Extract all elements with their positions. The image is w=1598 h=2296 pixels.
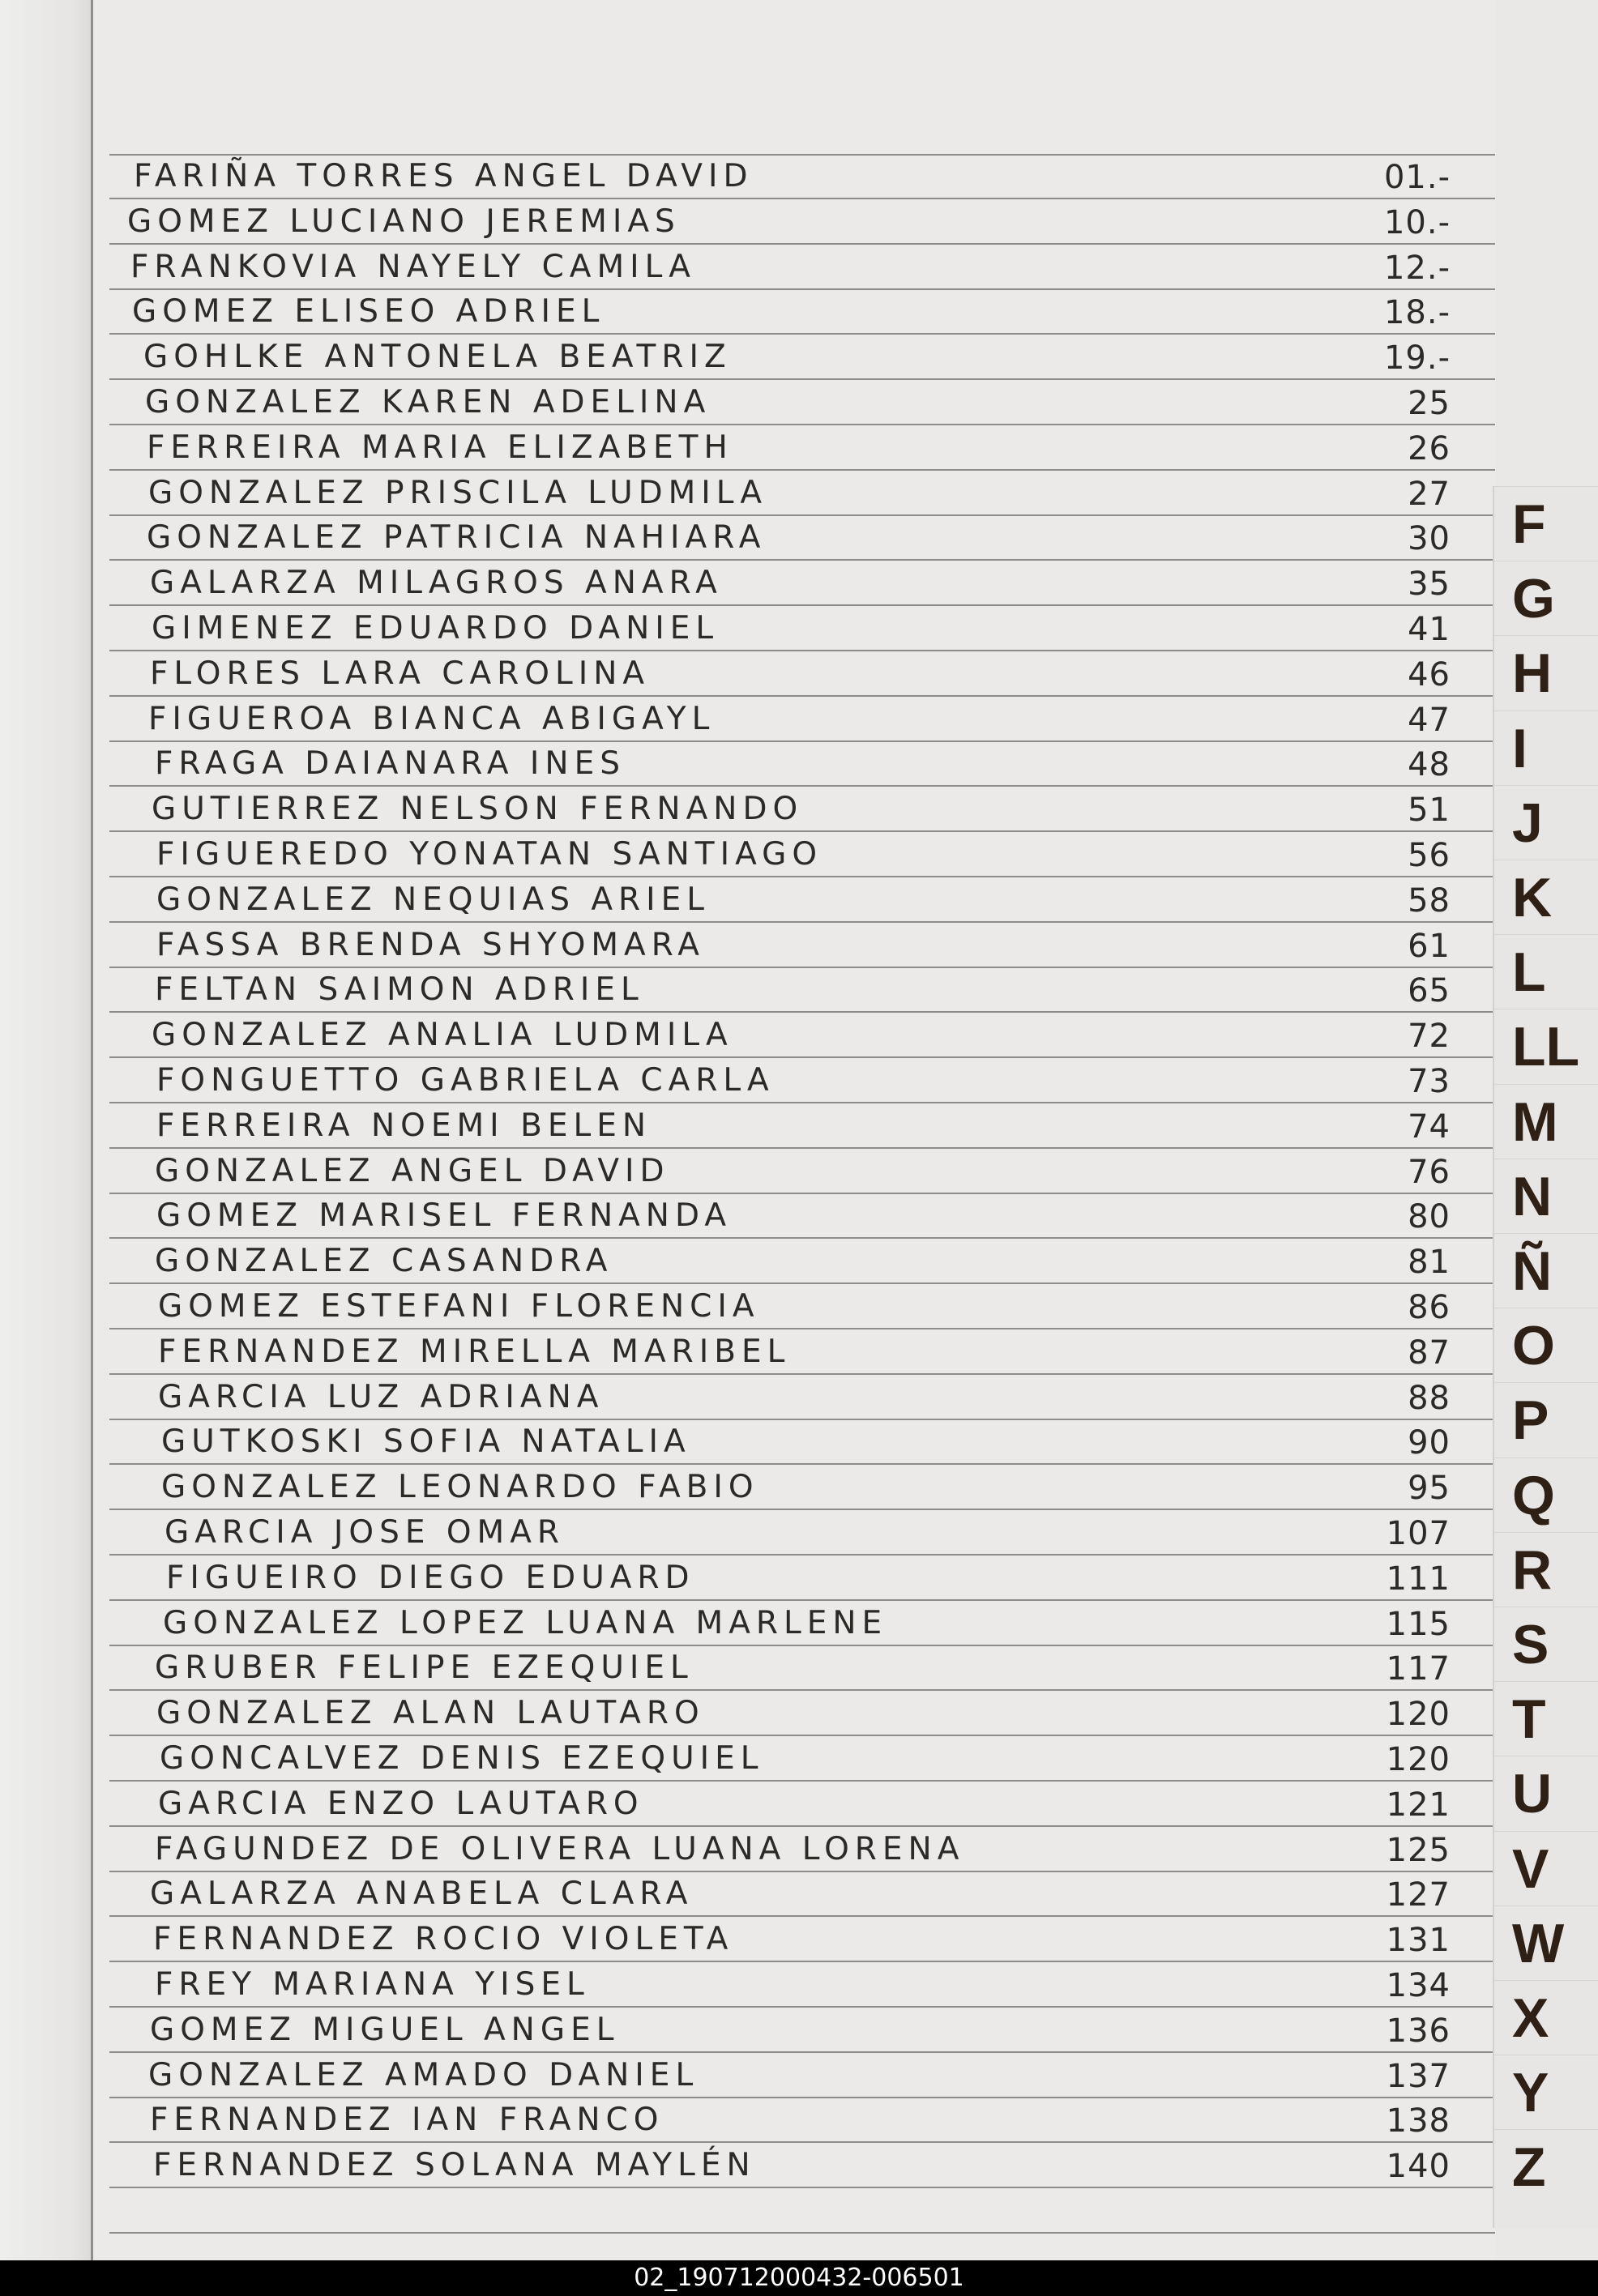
entry-number: 140 xyxy=(1386,2148,1451,2186)
ledger-row xyxy=(109,741,1495,787)
student-name: GOMEZ LUCIANO JEREMIAS xyxy=(127,203,681,240)
index-tab-letter: Ñ xyxy=(1512,1240,1553,1302)
ledger-row xyxy=(109,1465,1495,1510)
student-name: FERNANDEZ MIRELLA MARIBEL xyxy=(158,1333,791,1370)
index-tab-letter: X xyxy=(1512,1987,1549,2049)
index-tab[interactable] xyxy=(1494,1382,1598,1457)
student-name: GONZALEZ KAREN ADELINA xyxy=(145,384,711,420)
ledger-row xyxy=(109,471,1495,516)
index-tab-letter: H xyxy=(1512,642,1553,705)
entry-number: 131 xyxy=(1386,1922,1451,1960)
ledger-row xyxy=(109,2143,1495,2188)
student-name: GIMENEZ EDUARDO DANIEL xyxy=(152,610,720,647)
index-tab[interactable] xyxy=(1494,785,1598,860)
empty-ruled-row xyxy=(109,2188,1495,2234)
scan-margin xyxy=(0,0,91,2260)
index-tab-letter: I xyxy=(1512,717,1528,779)
ledger-row xyxy=(109,1645,1495,1691)
entry-number: 90 xyxy=(1408,1424,1451,1462)
student-name: FIGUEIRO DIEGO EDUARD xyxy=(166,1559,695,1596)
student-name: GALARZA ANABELA CLARA xyxy=(150,1876,694,1913)
student-name: FERNANDEZ SOLANA MAYLÉN xyxy=(153,2147,756,2184)
index-tab[interactable] xyxy=(1494,1308,1598,1383)
index-tab[interactable] xyxy=(1494,1532,1598,1607)
student-name: FERNANDEZ ROCIO VIOLETA xyxy=(153,1921,734,1958)
index-tab-letter: W xyxy=(1512,1912,1565,1974)
index-tab[interactable] xyxy=(1494,1980,1598,2055)
student-name: GONZALEZ AMADO DANIEL xyxy=(148,2056,699,2093)
index-tab[interactable] xyxy=(1494,1009,1598,1084)
ledger-page xyxy=(91,0,1495,2260)
student-name: GONZALEZ ALAN LAUTARO xyxy=(156,1695,705,1732)
student-name: GUTIERREZ NELSON FERNANDO xyxy=(152,791,804,828)
ledger-row xyxy=(109,606,1495,651)
student-name: GONZALEZ LEONARDO FABIO xyxy=(161,1469,759,1506)
student-name: GARCIA LUZ ADRIANA xyxy=(158,1378,605,1415)
index-tab-letter: R xyxy=(1512,1538,1553,1601)
entry-number: 41 xyxy=(1408,611,1451,648)
entry-number: 88 xyxy=(1408,1379,1451,1417)
ledger-row xyxy=(109,1375,1495,1420)
student-name: FRANKOVIA NAYELY CAMILA xyxy=(130,248,696,285)
student-name: GOHLKE ANTONELA BEATRIZ xyxy=(143,339,732,376)
entry-number: 47 xyxy=(1408,701,1451,739)
index-tab-letter: U xyxy=(1512,1763,1553,1825)
student-name: FAGUNDEZ DE OLIVERA LUANA LORENA xyxy=(155,1830,965,1867)
ledger-row xyxy=(109,1284,1495,1329)
ledger-row xyxy=(109,1510,1495,1556)
index-tab-letter: O xyxy=(1512,1315,1555,1377)
entry-number: 56 xyxy=(1408,837,1451,874)
entry-number: 01.- xyxy=(1383,159,1451,196)
entry-number: 127 xyxy=(1386,1876,1451,1914)
entry-number: 30 xyxy=(1408,520,1451,558)
index-tab-letter: S xyxy=(1512,1614,1549,1675)
index-tab[interactable] xyxy=(1494,1159,1598,1234)
student-name: FIGUEROA BIANCA ABIGAYL xyxy=(148,700,716,737)
ledger-row xyxy=(109,1736,1495,1782)
ledger-row xyxy=(109,1601,1495,1646)
entry-number: 121 xyxy=(1386,1786,1451,1824)
entry-number: 111 xyxy=(1386,1560,1451,1598)
entry-number: 10.- xyxy=(1383,203,1451,241)
student-name: GALARZA MILAGROS ANARA xyxy=(150,565,723,602)
entry-number: 74 xyxy=(1408,1107,1451,1146)
entry-number: 107 xyxy=(1386,1515,1451,1552)
index-tab-letter: J xyxy=(1512,792,1543,854)
entry-number: 72 xyxy=(1408,1018,1451,1056)
ledger-row xyxy=(109,1329,1495,1375)
ledger-row xyxy=(109,1239,1495,1284)
entry-number: 134 xyxy=(1386,1967,1451,2004)
entry-number: 136 xyxy=(1386,2012,1451,2050)
ledger-row xyxy=(109,561,1495,606)
index-tab[interactable] xyxy=(1494,1681,1598,1756)
student-name: GARCIA ENZO LAUTARO xyxy=(158,1785,644,1822)
student-name: FARIÑA TORRES ANGEL DAVID xyxy=(134,158,754,194)
student-name: GOMEZ MIGUEL ANGEL xyxy=(150,2011,620,2048)
student-name: FASSA BRENDA SHYOMARA xyxy=(156,926,705,963)
entry-number: 65 xyxy=(1408,972,1451,1010)
entry-number: 117 xyxy=(1386,1650,1451,1688)
ledger-row xyxy=(109,787,1495,832)
index-tab[interactable] xyxy=(1494,1084,1598,1159)
student-name: GRUBER FELIPE EZEQUIEL xyxy=(155,1649,694,1687)
index-tab-letter: V xyxy=(1512,1837,1549,1900)
student-name: FIGUEREDO YONATAN SANTIAGO xyxy=(156,836,823,873)
student-name: GOMEZ ELISEO ADRIEL xyxy=(132,293,605,331)
student-name: GONZALEZ LOPEZ LUANA MARLENE xyxy=(163,1604,888,1641)
ledger-row xyxy=(109,2053,1495,2098)
index-tab-letter: F xyxy=(1512,493,1546,555)
entry-number: 48 xyxy=(1408,746,1451,784)
ledger-row xyxy=(109,1193,1495,1239)
ledger-row xyxy=(109,1013,1495,1058)
entry-number: 26 xyxy=(1408,429,1451,467)
entry-number: 27 xyxy=(1408,475,1451,513)
entry-number: 81 xyxy=(1408,1244,1451,1282)
entry-number: 137 xyxy=(1386,2057,1451,2095)
index-tab[interactable] xyxy=(1494,2055,1598,2130)
index-tab[interactable] xyxy=(1494,1906,1598,1981)
ledger-row xyxy=(109,2008,1495,2053)
index-tab[interactable] xyxy=(1494,486,1598,561)
ledger-row xyxy=(109,1556,1495,1601)
index-tab-letter: K xyxy=(1512,867,1553,928)
entry-number: 80 xyxy=(1408,1198,1451,1236)
ledger-row xyxy=(109,1871,1495,1917)
entry-number: 46 xyxy=(1408,655,1451,693)
entry-number: 86 xyxy=(1408,1289,1451,1326)
index-tab[interactable] xyxy=(1494,1233,1598,1308)
entry-number: 120 xyxy=(1386,1741,1451,1778)
index-tab-letter: P xyxy=(1512,1389,1549,1452)
ledger-row xyxy=(109,832,1495,877)
index-tab-letter: L xyxy=(1512,941,1546,1004)
student-name: FERREIRA NOEMI BELEN xyxy=(156,1107,652,1144)
alphabet-index-tabs xyxy=(1493,486,1598,2228)
student-name: GONZALEZ PATRICIA NAHIARA xyxy=(147,519,767,557)
index-tab[interactable] xyxy=(1494,561,1598,636)
ledger-row xyxy=(109,289,1495,335)
ledger-row xyxy=(109,967,1495,1013)
entry-number: 73 xyxy=(1408,1063,1451,1100)
student-name: GOMEZ MARISEL FERNANDA xyxy=(156,1197,732,1235)
index-tab-letter: LL xyxy=(1512,1016,1580,1078)
entry-number: 19.- xyxy=(1383,339,1451,378)
index-tab-letter: M xyxy=(1512,1090,1558,1153)
index-tab-letter: Y xyxy=(1512,2062,1549,2124)
student-name: GUTKOSKI SOFIA NATALIA xyxy=(161,1423,691,1461)
ledger-row xyxy=(109,1058,1495,1103)
ledger-row xyxy=(109,425,1495,471)
ledger-row xyxy=(109,380,1495,425)
entry-number: 76 xyxy=(1408,1153,1451,1191)
student-name: FERNANDEZ IAN FRANCO xyxy=(150,2102,664,2139)
entry-number: 87 xyxy=(1408,1334,1451,1372)
student-name: GONZALEZ NEQUIAS ARIEL xyxy=(156,881,711,918)
entry-number: 125 xyxy=(1386,1831,1451,1869)
ledger-row xyxy=(109,1149,1495,1194)
student-name: FELTAN SAIMON ADRIEL xyxy=(155,971,644,1009)
ledger-row xyxy=(109,1419,1495,1465)
index-tab[interactable] xyxy=(1494,2129,1598,2204)
index-tab[interactable] xyxy=(1494,635,1598,711)
index-tab[interactable] xyxy=(1494,1457,1598,1533)
entry-number: 51 xyxy=(1408,792,1451,830)
index-tab-letter: G xyxy=(1512,568,1555,630)
entry-number: 95 xyxy=(1408,1470,1451,1508)
ledger-row xyxy=(109,1962,1495,2008)
student-name: FRAGA DAIANARA INES xyxy=(155,745,626,783)
entry-number: 61 xyxy=(1408,927,1451,965)
index-tab[interactable] xyxy=(1494,1756,1598,1831)
ledger-row xyxy=(109,1827,1495,1872)
student-name: GOMEZ ESTEFANI FLORENCIA xyxy=(158,1288,760,1325)
index-tab[interactable] xyxy=(1494,860,1598,935)
index-tab-letter: T xyxy=(1512,1688,1546,1751)
entry-number: 35 xyxy=(1408,565,1451,604)
index-tab[interactable] xyxy=(1494,1607,1598,1682)
entry-number: 12.- xyxy=(1383,249,1451,287)
ledger-row xyxy=(109,877,1495,923)
student-name: GONZALEZ ANALIA LUDMILA xyxy=(152,1017,733,1054)
student-name: FONGUETTO GABRIELA CARLA xyxy=(156,1062,775,1099)
index-tab-letter: Q xyxy=(1512,1464,1555,1526)
index-tab[interactable] xyxy=(1494,711,1598,786)
student-name: GARCIA JOSE OMAR xyxy=(164,1514,565,1551)
ledger-row xyxy=(109,697,1495,742)
ledger-list xyxy=(109,154,1495,2196)
entry-number: 25 xyxy=(1408,385,1451,422)
ledger-row xyxy=(109,923,1495,968)
footer-label: 02_190712000432-006501 xyxy=(0,2260,1598,2296)
ledger-row xyxy=(109,651,1495,697)
index-tab-letter: N xyxy=(1512,1165,1553,1227)
ledger-row xyxy=(109,1103,1495,1149)
ledger-row xyxy=(109,1782,1495,1827)
index-tab[interactable] xyxy=(1494,934,1598,1009)
entry-number: 120 xyxy=(1386,1696,1451,1734)
entry-number: 58 xyxy=(1408,881,1451,920)
ledger-row xyxy=(109,335,1495,380)
student-name: GONZALEZ PRISCILA LUDMILA xyxy=(148,474,768,511)
entry-number: 138 xyxy=(1386,2102,1451,2140)
ledger-row xyxy=(109,199,1495,245)
ledger-row xyxy=(109,245,1495,290)
ledger-row xyxy=(109,154,1495,199)
student-name: GONZALEZ ANGEL DAVID xyxy=(155,1152,670,1189)
ledger-row xyxy=(109,1691,1495,1736)
ledger-row xyxy=(109,1917,1495,1962)
student-name: GONCALVEZ DENIS EZEQUIEL xyxy=(160,1740,764,1777)
student-name: FREY MARIANA YISEL xyxy=(155,1966,590,2003)
student-name: FERREIRA MARIA ELIZABETH xyxy=(147,429,733,466)
entry-number: 115 xyxy=(1386,1605,1451,1643)
student-name: FLORES LARA CAROLINA xyxy=(150,655,651,692)
entry-number: 18.- xyxy=(1383,294,1451,332)
index-tab-letter: Z xyxy=(1512,2136,1546,2199)
student-name: GONZALEZ CASANDRA xyxy=(155,1243,613,1280)
ledger-row xyxy=(109,2098,1495,2143)
ledger-row xyxy=(109,515,1495,561)
index-tab[interactable] xyxy=(1494,1831,1598,1906)
